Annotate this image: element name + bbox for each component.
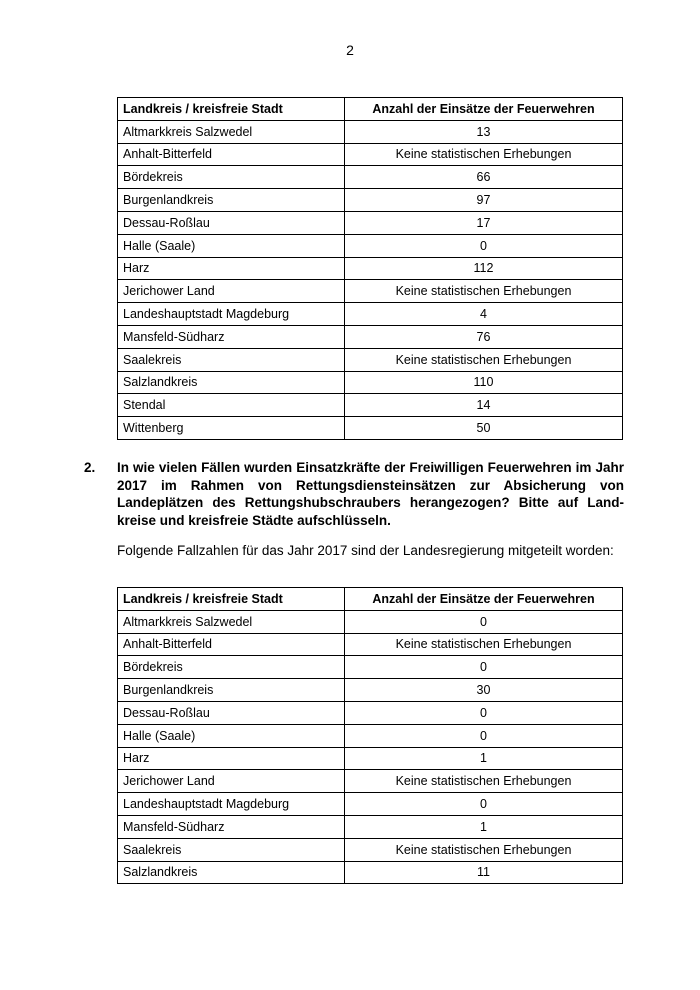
deployment-count-cell: Keine statistischen Erhebungen [345, 348, 623, 371]
district-cell: Dessau-Roßlau [118, 701, 345, 724]
deployment-count-cell: Keine statistischen Erhebungen [345, 280, 623, 303]
district-cell: Harz [118, 747, 345, 770]
table-row [118, 211, 623, 234]
district-cell: Salzlandkreis [118, 861, 345, 884]
deployment-count-cell: 112 [345, 257, 623, 280]
district-cell: Mansfeld-Südharz [118, 815, 345, 838]
district-cell: Halle (Saale) [118, 724, 345, 747]
deployment-count-cell: 1 [345, 815, 623, 838]
page-number: 2 [346, 42, 354, 58]
district-cell: Saalekreis [118, 838, 345, 861]
district-cell: Harz [118, 257, 345, 280]
table-row [118, 280, 623, 303]
deployment-count-cell: 50 [345, 417, 623, 440]
district-cell: Dessau-Roßlau [118, 211, 345, 234]
table-row [118, 417, 623, 440]
district-cell: Landeshauptstadt Magdeburg [118, 303, 345, 326]
deployment-count-cell: 0 [345, 234, 623, 257]
table-row [118, 793, 623, 816]
table-row [118, 679, 623, 702]
deployment-count-cell: 17 [345, 211, 623, 234]
deployment-count-cell: 30 [345, 679, 623, 702]
table-row [118, 747, 623, 770]
deployment-count-cell: 14 [345, 394, 623, 417]
district-cell: Halle (Saale) [118, 234, 345, 257]
question-number: 2. [84, 460, 96, 475]
table-row [118, 348, 623, 371]
table-row [118, 143, 623, 166]
table-row [118, 815, 623, 838]
deployment-count-cell: 4 [345, 303, 623, 326]
table-row [118, 838, 623, 861]
deployment-count-cell: 0 [345, 793, 623, 816]
table-row [118, 861, 623, 884]
deployment-count-cell: Keine statistischen Erhebungen [345, 143, 623, 166]
district-cell: Wittenberg [118, 417, 345, 440]
header-deployment-count: Anzahl der Einsätze der Feuerwehren [345, 98, 623, 121]
district-cell: Landeshauptstadt Magdeburg [118, 793, 345, 816]
table-header-row [118, 98, 623, 121]
table-row [118, 610, 623, 633]
deployment-count-cell: 1 [345, 747, 623, 770]
deployment-count-cell: 0 [345, 724, 623, 747]
district-cell: Bördekreis [118, 656, 345, 679]
deployment-count-cell: 110 [345, 371, 623, 394]
table-row [118, 701, 623, 724]
deployment-count-cell: 0 [345, 610, 623, 633]
header-district: Landkreis / kreisfreie Stadt [118, 98, 345, 121]
deployment-count-cell: 11 [345, 861, 623, 884]
table-row [118, 257, 623, 280]
deployment-count-cell: 13 [345, 120, 623, 143]
header-district: Landkreis / kreisfreie Stadt [118, 588, 345, 611]
district-cell: Altmarkkreis Salzwedel [118, 120, 345, 143]
deployment-count-cell: 76 [345, 325, 623, 348]
question-2 [84, 459, 624, 529]
table-row [118, 234, 623, 257]
deployments-table [117, 97, 623, 440]
header-deployment-count: Anzahl der Einsätze der Feuerwehren [345, 588, 623, 611]
deployment-count-cell: 0 [345, 656, 623, 679]
district-cell: Anhalt-Bitterfeld [118, 143, 345, 166]
question-text: In wie vielen Fällen wurden Einsatzkräfte der Freiwilligen Feuerwehren im Jahr 2017 im Rahmen von Rettungsdiensteinsätzen zur Absicherung von Landeplätzen des Rettungshubschraubers herangezogen? Bitte auf Landkreise und kreisfreie Städte aufschlüsseln. [117, 460, 624, 528]
deployment-count-cell: Keine statistischen Erhebungen [345, 633, 623, 656]
district-cell: Saalekreis [118, 348, 345, 371]
table-row [118, 394, 623, 417]
table-row [118, 325, 623, 348]
table-row [118, 633, 623, 656]
deployment-count-cell: Keine statistischen Erhebungen [345, 770, 623, 793]
deployment-count-cell: Keine statistischen Erhebungen [345, 838, 623, 861]
table-header-row [118, 588, 623, 611]
deployment-count-cell: 66 [345, 166, 623, 189]
deployment-count-cell: 97 [345, 189, 623, 212]
answer-intro: Folgende Fallzahlen für das Jahr 2017 sind der Landesregierung mitgeteilt worden: [117, 543, 614, 558]
table-row [118, 303, 623, 326]
table-row [118, 371, 623, 394]
table-row [118, 189, 623, 212]
district-cell: Burgenlandkreis [118, 189, 345, 212]
district-cell: Mansfeld-Südharz [118, 325, 345, 348]
table-row [118, 724, 623, 747]
district-cell: Jerichower Land [118, 280, 345, 303]
district-cell: Altmarkkreis Salzwedel [118, 610, 345, 633]
landing-site-deployments-table [117, 587, 623, 884]
table-row [118, 166, 623, 189]
district-cell: Burgenlandkreis [118, 679, 345, 702]
district-cell: Bördekreis [118, 166, 345, 189]
district-cell: Salzlandkreis [118, 371, 345, 394]
table-row [118, 770, 623, 793]
district-cell: Jerichower Land [118, 770, 345, 793]
table-row [118, 120, 623, 143]
district-cell: Anhalt-Bitterfeld [118, 633, 345, 656]
deployment-count-cell: 0 [345, 701, 623, 724]
district-cell: Stendal [118, 394, 345, 417]
table-row [118, 656, 623, 679]
